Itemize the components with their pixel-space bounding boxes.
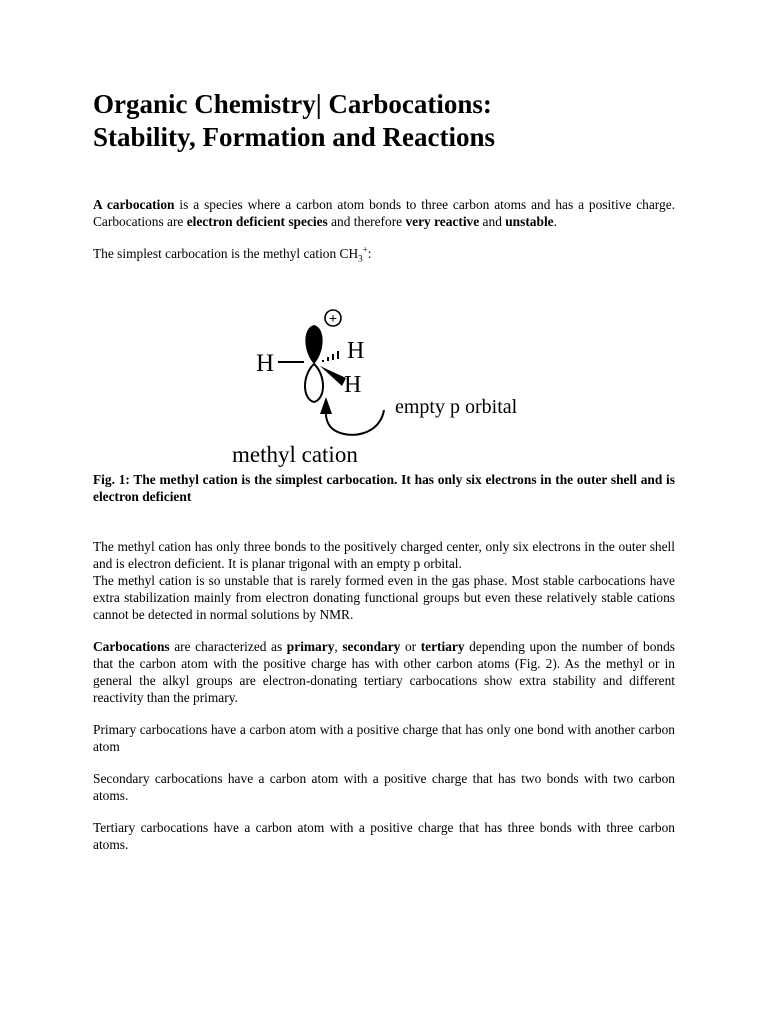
title-line-2: Stability, Formation and Reactions — [93, 122, 496, 152]
simplest-cation-sentence — [93, 245, 675, 262]
upper-right-hydrogen-label: H — [347, 338, 365, 364]
formula-superscript: + — [362, 244, 368, 255]
positive-charge-sign: + — [329, 312, 337, 327]
intro-paragraph — [93, 196, 675, 230]
classification-text-1: are characterized as — [169, 639, 287, 654]
secondary-term: secondary — [342, 639, 401, 654]
intro-text-1: is a species where a carbon atom bonds to three carbon atoms and has a positive charge. Carbocations are — [93, 197, 675, 229]
wedge-bond — [320, 366, 346, 386]
document-title — [93, 88, 675, 154]
classification-text-4: depending upon the number of bonds that the carbon atom with the positive charge has with other carbon atoms (Fig. 2). As the methyl or in general the alkyl groups are electron-donating tertiary carbocations show extra stability and different reactivity than the primary. — [93, 639, 675, 705]
methyl-cation-figure — [220, 300, 550, 475]
formula-subscript: 3 — [358, 253, 363, 264]
simplest-end: : — [367, 246, 372, 261]
filled-p-orbital-lobe — [305, 325, 322, 364]
methyl-cation-label: methyl cation — [232, 442, 358, 467]
simplest-text: The simplest carbocation is the methyl cation CH — [93, 246, 359, 261]
primary-term: primary — [286, 639, 335, 654]
tertiary-term: tertiary — [420, 639, 465, 654]
methyl-cation-diagram — [220, 300, 550, 475]
intro-bold-1: electron deficient species — [186, 214, 328, 229]
classification-text-2: , — [334, 639, 343, 654]
lower-right-hydrogen-label: H — [344, 372, 362, 398]
classification-text-3: or — [400, 639, 421, 654]
classification-term: Carbocations — [93, 639, 170, 654]
primary-paragraph: Primary carbocations have a carbon atom with a positive charge that has only one bond with another carbon atom — [93, 722, 675, 754]
intro-text-2: and therefore — [327, 214, 406, 229]
intro-bold-2: very reactive — [405, 214, 480, 229]
intro-text-3: and — [479, 214, 506, 229]
arrow-head-icon — [320, 397, 332, 414]
empty-p-orbital-lobe — [305, 364, 323, 402]
tertiary-paragraph: Tertiary carbocations have a carbon atom with a positive charge that has three bonds with three carbon atoms. — [93, 820, 675, 852]
intro-bold-3: unstable — [505, 214, 554, 229]
title-line-1: Organic Chemistry| Carbocations: — [93, 89, 492, 119]
left-hydrogen-label: H — [256, 350, 275, 377]
secondary-paragraph: Secondary carbocations have a carbon atom with a positive charge that has two bonds with two carbon atoms. — [93, 771, 675, 803]
classification-paragraph — [93, 638, 675, 706]
curved-arrow — [326, 410, 384, 435]
intro-term: A carbocation — [93, 197, 175, 212]
figure-caption: Fig. 1: The methyl cation is the simplest carbocation. It has only six electrons in the outer shell and is electron deficient — [93, 472, 675, 504]
empty-p-orbital-label: empty p orbital — [395, 396, 518, 418]
stability-paragraph: The methyl cation is so unstable that is rarely formed even in the gas phase. Most stable carbocations have extra stabilization mainly from electron donating functional groups but even these relatively stable cations cannot be detected in normal solutions by NMR. — [93, 573, 675, 622]
methyl-cation-paragraph: The methyl cation has only three bonds to the positively charged center, only six electrons in the outer shell and is electron deficient. It is planar trigonal with an empty p orbital. — [93, 539, 675, 571]
intro-text-4: . — [553, 214, 557, 229]
